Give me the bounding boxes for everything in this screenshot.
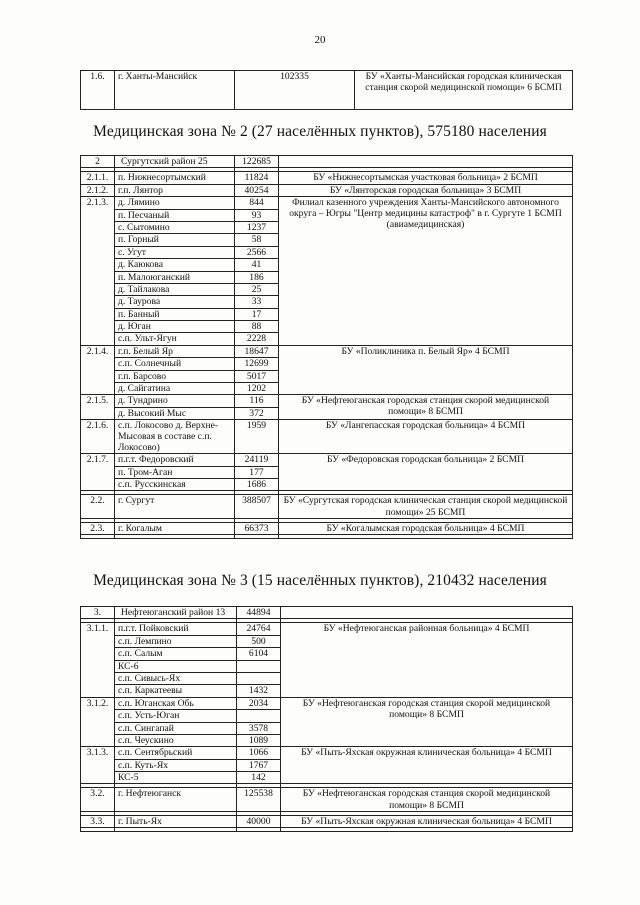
gap-cell bbox=[235, 534, 279, 538]
row-institution: БУ «Сургутская городская клиническая станция скорой медицинской помощи» 25 БСМП bbox=[279, 495, 573, 518]
group-gap-row bbox=[81, 534, 573, 538]
row-place: г. Сургут bbox=[115, 495, 235, 518]
row-place: г. Пыть-Ях bbox=[115, 815, 237, 827]
zone2-table bbox=[80, 155, 573, 539]
row-institution: БУ «Поликлиника п. Белый Яр» 4 БСМП bbox=[279, 345, 573, 395]
row-population: 372 bbox=[235, 407, 279, 419]
zone-header-place: Нефтеюганский район 13 bbox=[115, 607, 237, 619]
row-code: 2.1.3. bbox=[81, 197, 115, 346]
row-place: д. Таурова bbox=[115, 296, 235, 308]
row-code: 3.1.3. bbox=[81, 747, 115, 784]
row-population: 88 bbox=[235, 321, 279, 333]
row-place: с.п. Ульт-Ягун bbox=[115, 333, 235, 345]
row-institution: БУ «Когалымская городская больница» 4 БСМП bbox=[279, 522, 573, 534]
row-institution: БУ «Нефтеюганская городская станция скорой медицинской помощи» 8 БСМП bbox=[281, 697, 573, 747]
table-row bbox=[81, 172, 573, 184]
row-place: п. Тром-Аган bbox=[115, 466, 235, 478]
table-row bbox=[81, 623, 573, 635]
row-place: с.п. Локосово д. Верхне-Мысовая в составе с.п. Локосово) bbox=[115, 420, 235, 454]
row-code: 2.2. bbox=[81, 495, 115, 518]
row-population: 1432 bbox=[237, 685, 281, 697]
row-population: 33 bbox=[235, 296, 279, 308]
row-population: 1202 bbox=[235, 383, 279, 395]
gap-cell bbox=[81, 534, 115, 538]
row-population: 5017 bbox=[235, 370, 279, 382]
row-code: 3.2. bbox=[81, 788, 115, 811]
zone-header-institution bbox=[279, 156, 573, 168]
row-population: 1089 bbox=[237, 734, 281, 746]
row-population: 1237 bbox=[235, 221, 279, 233]
row-code: 1.6. bbox=[81, 71, 115, 110]
zone-header-institution bbox=[281, 607, 573, 619]
table-row bbox=[81, 395, 573, 407]
row-place: с.п. Куть-Ях bbox=[115, 759, 237, 771]
row-institution: БУ «Лангепасская городская больница» 4 БСМП bbox=[279, 420, 573, 454]
row-population: 40254 bbox=[235, 184, 279, 196]
row-place: г. Нефтеюганск bbox=[115, 788, 237, 811]
row-place: п. Нижнесортымский bbox=[115, 172, 235, 184]
row-institution: БУ «Нефтеюганская городская станция скорой медицинской помощи» 8 БСМП bbox=[281, 788, 573, 811]
table-row bbox=[81, 454, 573, 466]
row-population bbox=[237, 672, 281, 684]
row-place: п. Малоюганский bbox=[115, 271, 235, 283]
row-place: с.п. Салым bbox=[115, 648, 237, 660]
row-place: с.п. Сингапай bbox=[115, 722, 237, 734]
row-place: с.п. Сивысь-Ях bbox=[115, 672, 237, 684]
row-code: 2.1.7. bbox=[81, 454, 115, 491]
row-population: 1959 bbox=[235, 420, 279, 454]
table-row bbox=[81, 788, 573, 811]
row-place: п. Банный bbox=[115, 308, 235, 320]
row-institution: БУ «Ханты-Мансийская городская клиническая станция скорой медицинской помощи» 6 БСМП bbox=[355, 71, 573, 110]
row-population: 388507 bbox=[235, 495, 279, 518]
row-population: 58 bbox=[235, 234, 279, 246]
row-population bbox=[237, 710, 281, 722]
row-place: с.п. Лемпино bbox=[115, 635, 237, 647]
row-institution: БУ «Нефтеюганская районная больница» 4 БСМП bbox=[281, 623, 573, 697]
row-place: г.п. Барсово bbox=[115, 370, 235, 382]
row-population: 12699 bbox=[235, 358, 279, 370]
page-number: 20 bbox=[314, 34, 326, 46]
row-code: 2.3. bbox=[81, 522, 115, 534]
group-gap-row bbox=[81, 827, 573, 831]
top-table bbox=[80, 70, 573, 110]
table-row bbox=[81, 345, 573, 357]
row-place: КС-5 bbox=[115, 772, 237, 784]
zone2-body bbox=[81, 156, 573, 539]
row-place: п.г.т. Пойковский bbox=[115, 623, 237, 635]
row-population: 116 bbox=[235, 395, 279, 407]
row-population: 6104 bbox=[237, 648, 281, 660]
row-place: с.п. Усть-Юган bbox=[115, 710, 237, 722]
row-place: с.п. Юганская Обь bbox=[115, 697, 237, 709]
row-place: д. Юган bbox=[115, 321, 235, 333]
row-population: 177 bbox=[235, 466, 279, 478]
row-population: 1686 bbox=[235, 479, 279, 491]
row-institution: БУ «Пыть-Яхская окружная клиническая больница» 4 БСМП bbox=[281, 747, 573, 784]
zone3-body bbox=[81, 607, 573, 832]
row-code: 3.1.1. bbox=[81, 623, 115, 697]
row-place: с. Угут bbox=[115, 246, 235, 258]
row-institution: БУ «Лянторская городская больница» 3 БСМП bbox=[279, 184, 573, 196]
row-population: 142 bbox=[237, 772, 281, 784]
row-population: 41 bbox=[235, 259, 279, 271]
zone-header-place: Сургутский район 25 bbox=[115, 156, 235, 168]
row-place: г. Когалым bbox=[115, 522, 235, 534]
zone-header-code: 3. bbox=[81, 607, 115, 619]
row-population: 3578 bbox=[237, 722, 281, 734]
row-code: 3.1.2. bbox=[81, 697, 115, 747]
row-place: д. Тундрино bbox=[115, 395, 235, 407]
row-population: 11824 bbox=[235, 172, 279, 184]
row-place: КС-6 bbox=[115, 660, 237, 672]
table-row bbox=[81, 71, 573, 110]
row-place: г.п. Белый Яр bbox=[115, 345, 235, 357]
gap-cell bbox=[281, 827, 573, 831]
table-row bbox=[81, 747, 573, 759]
row-population: 18647 bbox=[235, 345, 279, 357]
row-place: с. Сытомино bbox=[115, 221, 235, 233]
row-code: 2.1.4. bbox=[81, 345, 115, 395]
row-code: 3.3. bbox=[81, 815, 115, 827]
zone2-title: Медицинская зона № 2 (27 населённых пунктов), 575180 населения bbox=[93, 123, 547, 140]
table-row bbox=[81, 815, 573, 827]
row-institution: Филиал казенного учреждения Ханты-Мансийского автономного округа – Югры "Центр медицины катастроф" в г. Сургуте 1 БСМП (авиамедицинская) bbox=[279, 197, 573, 346]
row-institution: БУ «Федоровская городская больница» 2 БСМП bbox=[279, 454, 573, 491]
row-population: 844 bbox=[235, 197, 279, 209]
row-place: г.п. Лянтор bbox=[115, 184, 235, 196]
row-place: с.п. Сентябрьский bbox=[115, 747, 237, 759]
row-population: 2566 bbox=[235, 246, 279, 258]
zone3-title: Медицинская зона № 3 (15 населённых пунктов), 210432 населения bbox=[93, 572, 547, 589]
row-place: г. Ханты-Мансийск bbox=[115, 71, 235, 110]
row-population: 2228 bbox=[235, 333, 279, 345]
row-code: 2.1.2. bbox=[81, 184, 115, 196]
zone-header-population: 122685 bbox=[235, 156, 279, 168]
row-place: д. Сайгатина bbox=[115, 383, 235, 395]
row-code: 2.1.6. bbox=[81, 420, 115, 454]
row-place: д. Тайлакова bbox=[115, 283, 235, 295]
row-code: 2.1.1. bbox=[81, 172, 115, 184]
row-institution: БУ «Нефтеюганская городская станция скорой медицинской помощи» 8 БСМП bbox=[279, 395, 573, 420]
table-row bbox=[81, 697, 573, 709]
row-place: д. Лямино bbox=[115, 197, 235, 209]
table-row bbox=[81, 495, 573, 518]
zone-header-row bbox=[81, 607, 573, 619]
row-place: с.п. Чеускино bbox=[115, 734, 237, 746]
row-population: 500 bbox=[237, 635, 281, 647]
row-population: 24119 bbox=[235, 454, 279, 466]
row-population: 24764 bbox=[237, 623, 281, 635]
row-population: 2034 bbox=[237, 697, 281, 709]
row-population bbox=[237, 660, 281, 672]
table-row bbox=[81, 420, 573, 454]
row-place: п. Песчаный bbox=[115, 209, 235, 221]
zone3-table bbox=[80, 606, 573, 832]
row-institution: БУ «Пыть-Яхская окружная клиническая больница» 4 БСМП bbox=[281, 815, 573, 827]
row-institution: БУ «Нижнесортымская участковая больница» 2 БСМП bbox=[279, 172, 573, 184]
row-population: 25 bbox=[235, 283, 279, 295]
row-population: 102335 bbox=[235, 71, 355, 110]
row-code: 2.1.5. bbox=[81, 395, 115, 420]
gap-cell bbox=[115, 534, 235, 538]
table-row bbox=[81, 197, 573, 209]
table-row bbox=[81, 522, 573, 534]
gap-cell bbox=[81, 827, 115, 831]
table-row bbox=[81, 184, 573, 196]
zone-header-code: 2 bbox=[81, 156, 115, 168]
row-place: с.п. Каркатеевы bbox=[115, 685, 237, 697]
row-population: 40000 bbox=[237, 815, 281, 827]
row-population: 1066 bbox=[237, 747, 281, 759]
gap-cell bbox=[279, 534, 573, 538]
row-population: 1767 bbox=[237, 759, 281, 771]
row-place: с.п. Солнечный bbox=[115, 358, 235, 370]
row-place: с.п. Русскинская bbox=[115, 479, 235, 491]
row-population: 93 bbox=[235, 209, 279, 221]
gap-cell bbox=[237, 827, 281, 831]
zone-header-population: 44894 bbox=[237, 607, 281, 619]
row-population: 186 bbox=[235, 271, 279, 283]
row-place: д. Каюкова bbox=[115, 259, 235, 271]
row-population: 125538 bbox=[237, 788, 281, 811]
row-place: п.г.т. Федоровский bbox=[115, 454, 235, 466]
zone-header-row bbox=[81, 156, 573, 168]
row-population: 66373 bbox=[235, 522, 279, 534]
row-population: 17 bbox=[235, 308, 279, 320]
gap-cell bbox=[115, 827, 237, 831]
row-place: п. Горный bbox=[115, 234, 235, 246]
row-place: д. Высокий Мыс bbox=[115, 407, 235, 419]
